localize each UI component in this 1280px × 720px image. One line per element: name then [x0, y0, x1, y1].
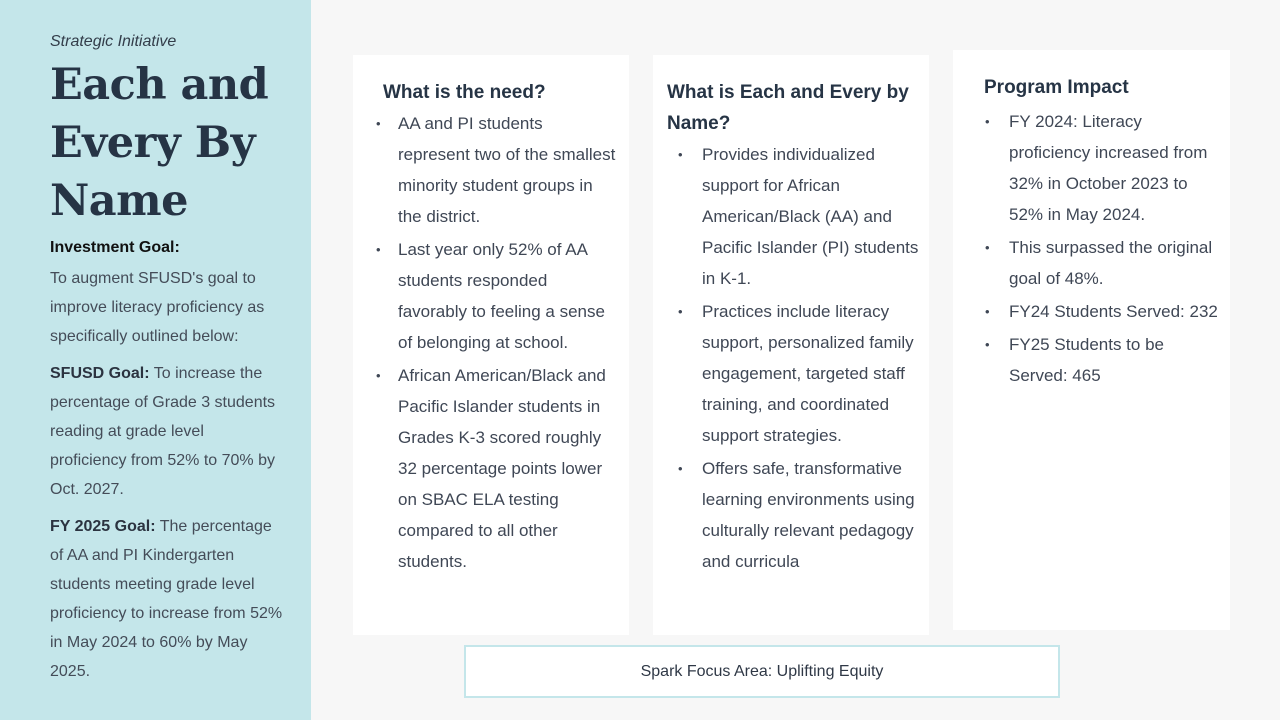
bullet-icon: • — [376, 368, 381, 383]
focus-area-banner — [464, 645, 1060, 698]
need-card — [353, 55, 629, 635]
impact-heading: Program Impact — [984, 77, 1129, 98]
sfusd-goal — [50, 359, 283, 504]
bullet-icon: • — [985, 304, 990, 319]
list-item-text: FY24 Students Served: 232 — [1009, 302, 1218, 321]
title-line-2: Every By — [50, 118, 256, 168]
bullet-icon: • — [678, 147, 683, 162]
fy2025-goal-text: The percentage of AA and PI Kindergarten students meeting grade level proficiency to increase from 52% in May 2024 to 60% by May 2025. — [50, 518, 283, 680]
list-item — [678, 296, 919, 451]
list-item — [678, 453, 919, 577]
bullet-icon: • — [678, 304, 683, 319]
list-item — [376, 360, 619, 577]
list-item-text: Provides individualized support for African American/Black (AA) and Pacific Islander (PI) students in K-1. — [702, 145, 919, 288]
bullet-icon: • — [376, 242, 381, 257]
list-item — [376, 234, 619, 358]
initiative-kicker: Strategic Initiative — [50, 33, 177, 50]
list-item-text: This surpassed the original goal of 48%. — [1009, 238, 1213, 288]
bullet-icon: • — [985, 240, 990, 255]
bullet-icon: • — [985, 114, 990, 129]
fy2025-goal-label: FY 2025 Goal: — [50, 518, 156, 535]
list-item-text: Offers safe, transformative learning environments using culturally relevant pedagogy and curricula — [702, 459, 915, 571]
list-item-text: FY 2024: Literacy proficiency increased from 32% in October 2023 to 52% in May 2024. — [1009, 112, 1208, 224]
list-item — [985, 329, 1226, 391]
list-item — [985, 232, 1226, 294]
sfusd-goal-label: SFUSD Goal: — [50, 365, 150, 382]
program-card — [653, 55, 929, 635]
list-item — [678, 139, 919, 294]
sfusd-goal-text: To increase the percentage of Grade 3 students reading at grade level proficiency from 52% to 70% by Oct. 2027. — [50, 365, 276, 498]
impact-card — [953, 50, 1230, 630]
investment-goal-text: To augment SFUSD's goal to improve literacy proficiency as specifically outlined below: — [50, 270, 265, 345]
list-item-text: FY25 Students to be Served: 465 — [1009, 335, 1164, 385]
focus-area-text: Spark Focus Area: Uplifting Equity — [640, 662, 884, 680]
page-title — [50, 56, 283, 230]
fy2025-goal — [50, 512, 283, 686]
bullet-icon: • — [376, 116, 381, 131]
title-line-1: Each and — [50, 60, 269, 110]
list-item — [985, 296, 1226, 327]
list-item — [985, 106, 1226, 230]
investment-goal-label: Investment Goal: — [50, 239, 180, 256]
need-list — [376, 108, 619, 577]
list-item-text: Practices include literacy support, personalized family engagement, targeted staff training, and coordinated support strategies. — [702, 302, 914, 445]
title-line-3: Name — [50, 176, 189, 226]
bullet-icon: • — [985, 337, 990, 352]
bullet-icon: • — [678, 461, 683, 476]
list-item-text: African American/Black and Pacific Islander students in Grades K-3 scored roughly 32 percentage points lower on SBAC ELA testing compared to all other students. — [398, 366, 606, 571]
list-item — [376, 108, 619, 232]
list-item-text: Last year only 52% of AA students responded favorably to feeling a sense of belonging at school. — [398, 240, 605, 352]
program-list — [667, 139, 919, 577]
impact-list — [984, 106, 1226, 391]
list-item-text: AA and PI students represent two of the smallest minority student groups in the district. — [398, 114, 616, 226]
need-heading: What is the need? — [383, 82, 546, 103]
sidebar-panel — [0, 0, 311, 720]
program-heading: What is Each and Every by Name? — [667, 82, 909, 134]
